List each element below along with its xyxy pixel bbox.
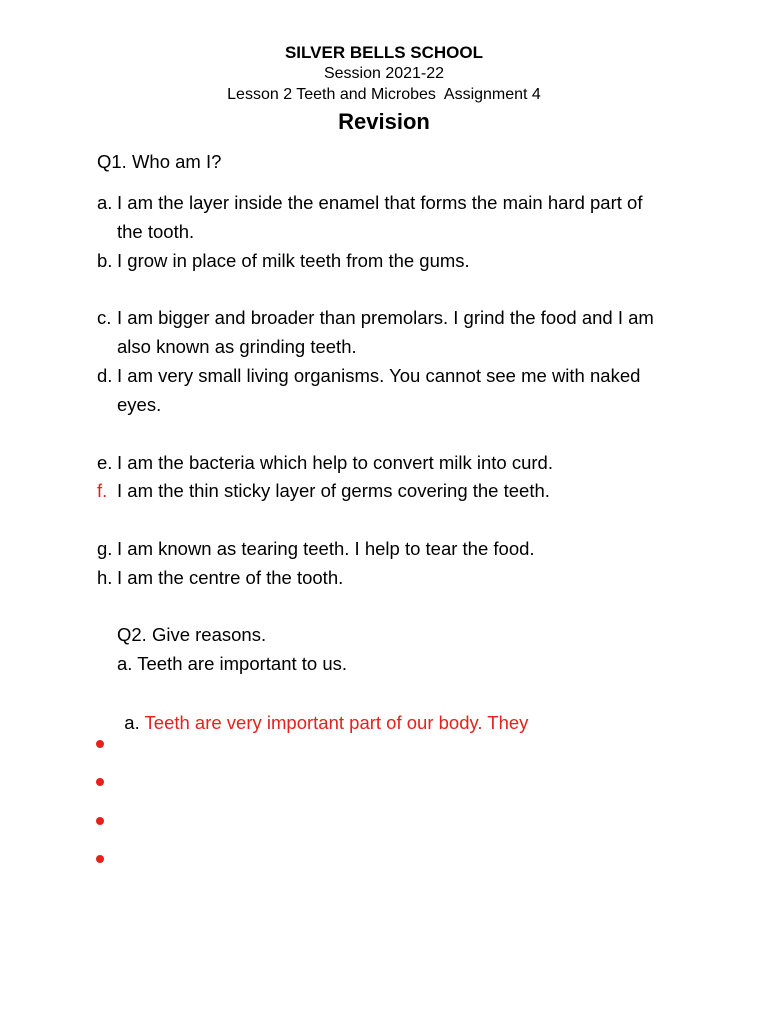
list-item [97, 452, 553, 473]
item-text: I grow in place of milk teeth from the gums. [117, 250, 470, 271]
lesson-line: Lesson 2 Teeth and Microbes Assignment 4 [227, 86, 541, 103]
item-marker: a. [97, 192, 113, 213]
item-marker-highlighted: f. [97, 480, 108, 501]
list-item [97, 192, 643, 213]
page-title: Revision [338, 109, 430, 134]
list-item [97, 567, 344, 588]
item-text-continued: eyes. [117, 394, 162, 415]
list-item [97, 538, 535, 559]
bullet-point [96, 855, 104, 863]
item-marker: d. [97, 365, 113, 386]
item-text: I am the bacteria which help to convert milk into curd. [117, 452, 553, 473]
item-marker: g. [97, 538, 113, 559]
item-marker: h. [97, 567, 113, 588]
item-text: I am very small living organisms. You cannot see me with naked [117, 365, 641, 386]
q2-answer [114, 695, 528, 732]
item-marker: e. [97, 452, 113, 473]
school-name: SILVER BELLS SCHOOL [284, 43, 484, 62]
item-text-continued: the tooth. [117, 221, 195, 242]
bullet-point [96, 740, 104, 748]
bullet-point [96, 817, 104, 825]
q2-sub-question: a. Teeth are important to us. [117, 653, 348, 674]
list-item [97, 480, 550, 501]
item-text: I am the layer inside the enamel that forms the main hard part of [117, 192, 643, 213]
list-item [97, 250, 470, 271]
session-line: Session 2021-22 [323, 65, 445, 82]
answer-marker: a. [124, 711, 140, 733]
item-text: I am bigger and broader than premolars. I grind the food and I am [117, 307, 654, 328]
q1-question: Q1. Who am I? [97, 151, 222, 172]
item-marker: c. [97, 307, 112, 328]
q2-question: Q2. Give reasons. [117, 624, 267, 645]
bullet-point [96, 778, 104, 786]
answer-text: Teeth are very important part of our body. They [144, 711, 529, 733]
list-item [97, 307, 654, 328]
item-text-continued: also known as grinding teeth. [117, 336, 357, 357]
item-text: I am the centre of the tooth. [117, 567, 344, 588]
list-item [97, 365, 641, 386]
item-text: I am the thin sticky layer of germs covering the teeth. [117, 480, 550, 501]
item-marker: b. [97, 250, 113, 271]
item-text: I am known as tearing teeth. I help to tear the food. [117, 538, 535, 559]
